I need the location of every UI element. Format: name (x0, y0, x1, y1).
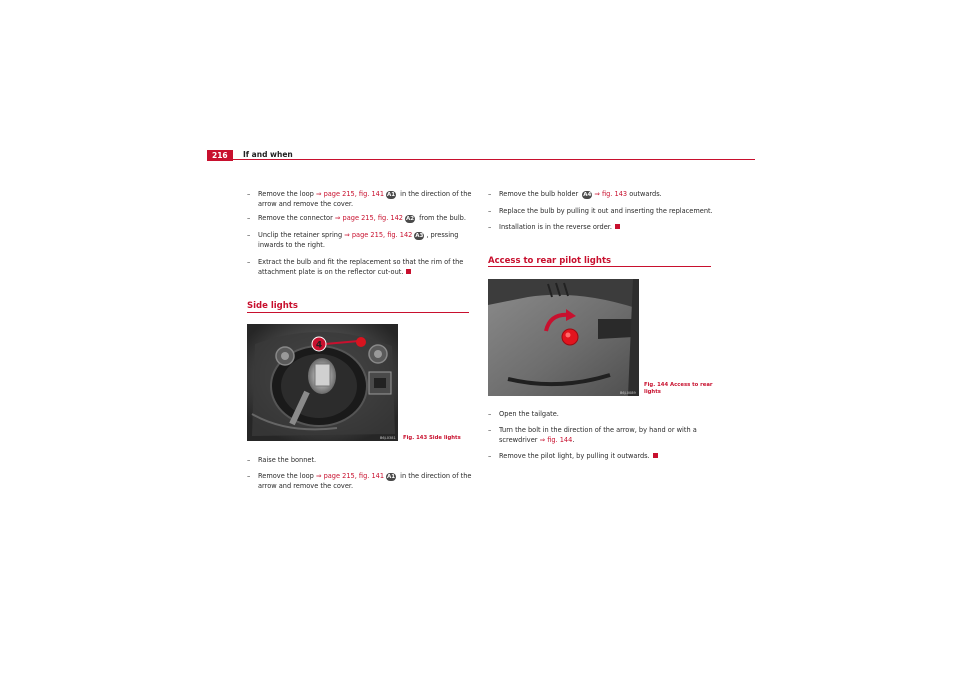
figure-code: B6J-0381 (380, 436, 396, 440)
callout-badge-a1: A1 (387, 192, 396, 198)
cross-reference-link[interactable]: ⇒ page 215, fig. 142 (334, 214, 403, 222)
step-remove-connector: – Remove the connector ⇒ page 215, fig. 142 A2 from the bulb. (247, 214, 466, 222)
step-installation-reverse: – Installation is in the reverse order. (488, 223, 718, 233)
figure-callout-label: 4 (315, 340, 323, 351)
step-remove-loop: – Remove the loop ⇒ page 215, fig. 141 A1 in the direction of the arrow and remove the cover. (247, 190, 472, 208)
step-extract-bulb: – Extract the bulb and fit the replacement so that the rim of the attachment plate is on the reflector cut-out. (247, 258, 464, 276)
callout-badge-a4: A4 (583, 192, 592, 198)
running-header-title: If and when (243, 150, 293, 159)
step-raise-bonnet: – Raise the bonnet. (247, 456, 317, 464)
step-unclip-spring: – Unclip the retainer spring ⇒ page 215, fig. 142 A3 , pressing inwards to the right. (247, 231, 459, 249)
end-of-section-icon (615, 224, 620, 229)
list-dash: – (247, 190, 251, 198)
section-title-rear-pilot-lights: Access to rear pilot lights (488, 256, 612, 266)
header-divider (207, 159, 755, 160)
callout-badge-a3: A3 (415, 233, 424, 239)
figure-caption-143: Fig. 143 Side lights (403, 435, 461, 441)
section-divider (488, 266, 711, 267)
step-replace-bulb: – Replace the bulb by pulling it out and inserting the replacement. (488, 207, 713, 215)
end-of-section-icon (653, 453, 658, 458)
step-remove-bulb-holder: – Remove the bulb holder A4 ⇒ fig. 143 outwards. (488, 190, 662, 198)
step-open-tailgate: – Open the tailgate. (488, 410, 559, 418)
page-number: 216 (207, 150, 233, 161)
callout-badge-a1: A1 (387, 474, 396, 480)
step-remove-loop-2: – Remove the loop ⇒ page 215, fig. 141 A1 in the direction of the arrow and remove the cover. (247, 472, 472, 490)
cross-reference-link[interactable]: ⇒ page 215, fig. 141 (315, 472, 385, 480)
end-of-section-icon (406, 269, 411, 274)
figure-rear-pilot-lights-photo (488, 279, 639, 396)
callout-badge-a2: A2 (405, 216, 415, 222)
section-divider (247, 312, 469, 313)
cross-reference-link[interactable]: ⇒ page 215, fig. 142 (344, 231, 413, 239)
figure-caption-144: Fig. 144 Access to rear lights (644, 382, 713, 395)
step-turn-bolt: – Turn the bolt in the direction of the arrow, by hand or with a screwdriver ⇒ fig. 144. (488, 426, 697, 444)
cross-reference-link[interactable]: ⇒ fig. 143 (594, 190, 628, 198)
step-remove-pilot-light: – Remove the pilot light, by pulling it outwards. (488, 452, 718, 462)
section-title-side-lights: Side lights (247, 301, 298, 311)
cross-reference-link[interactable]: ⇒ page 215, fig. 141 (315, 190, 385, 198)
figure-code: B6J-0089 (620, 391, 636, 395)
cross-reference-link[interactable]: ⇒ fig. 144 (539, 435, 573, 444)
figure-side-lights-photo (247, 324, 398, 441)
